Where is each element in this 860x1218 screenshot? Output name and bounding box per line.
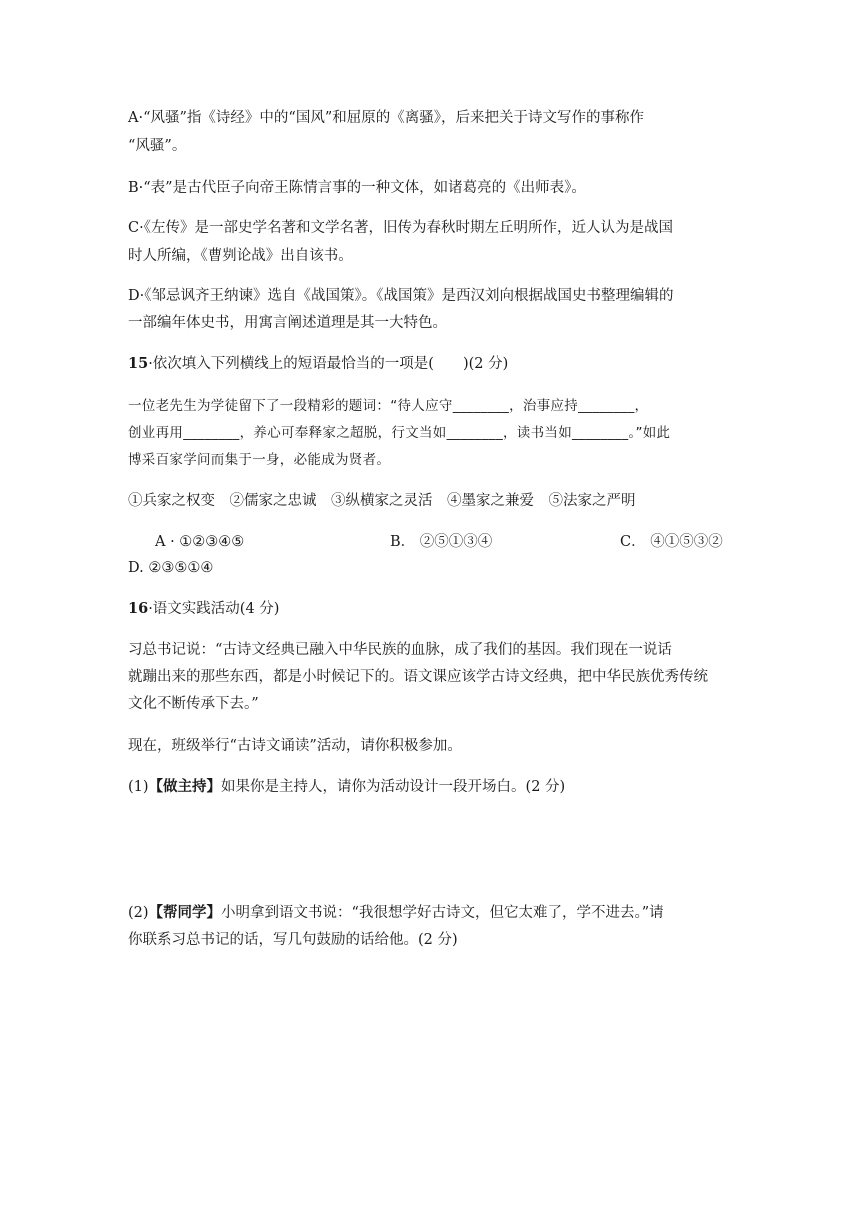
q14-option-a-line1: A·“风骚”指《诗经》中的“国风”和屈原的《离骚》，后来把关于诗文写作的事称作 xyxy=(128,110,644,126)
q15-option-b: B． ②⑤①③④ xyxy=(390,534,493,550)
q16-part1-text: 如果你是主持人，请你为活动设计一段开场白。(2 分) xyxy=(221,779,566,795)
q16-part1-answer-area[interactable] xyxy=(128,805,738,895)
q15-option-a: A · ①②③④⑤ xyxy=(155,534,245,550)
q15-passage-line3: 博采百家学问而集于一身，必能成为贤者。 xyxy=(128,452,391,468)
q16-quote-line1: 习总书记说：“古诗文经典已融入中华民族的血脉，成了我们的基因。我们现在一说话 xyxy=(128,642,672,658)
q15-stem xyxy=(128,354,738,374)
q16-stem xyxy=(128,599,738,619)
q16-stem-text: ·语文实践活动(4 分) xyxy=(148,601,280,617)
q16-part2-line2: 你联系习总书记的话，写几句鼓励的话给他。(2 分) xyxy=(128,932,458,948)
q15-number: 15 xyxy=(128,355,149,372)
q15-option-c: C． ④①⑤③② xyxy=(620,534,723,550)
q16-part1-number: (1) xyxy=(128,779,149,795)
q16-intro: 现在，班级举行“古诗文诵读”活动，请你积极参加。 xyxy=(128,738,462,754)
q16-part2-answer-area[interactable] xyxy=(128,960,738,1160)
q16-part2-number: (2) xyxy=(128,905,149,921)
q14-option-c-line2: 时人所编，《曹刿论战》出自该书。 xyxy=(128,248,353,264)
q15-phrases: ①兵家之权变 ②儒家之忠诚 ③纵横家之灵活 ④墨家之兼爱 ⑤法家之严明 xyxy=(128,493,636,509)
q16-quote-line2: 就蹦出来的那些东西，都是小时候记下的。语文课应该学古诗文经典，把中华民族优秀传统 xyxy=(128,669,708,685)
q16-part2-text: 小明拿到语文书说：“我很想学好古诗文，但它太难了，学不进去。”请 xyxy=(221,905,664,921)
q14-option-b: B·“表”是古代臣子向帝王陈情言事的一种文体，如诸葛亮的《出师表》。 xyxy=(128,180,586,196)
q16-number: 16 xyxy=(128,600,149,617)
q14-option-d-line2: 一部编年体史书，用寓言阐述道理是其一大特色。 xyxy=(128,315,447,331)
q15-passage-line2: 创业再用________，养心可奉释家之超脱，行文当如________，读书当如________。”如此 xyxy=(128,425,671,441)
q15-passage-line1: 一位老先生为学徒留下了一段精彩的题词：“待人应守________，治事应持________， xyxy=(128,398,649,414)
q15-option-d: D. ②③⑤①④ xyxy=(128,560,214,576)
q16-part1-tag: 【做主持】 xyxy=(148,778,222,795)
q14-option-a-line2: “风骚”。 xyxy=(128,138,187,154)
q16-part2-tag: 【帮同学】 xyxy=(148,904,222,921)
q15-stem-text: ·依次填入下列横线上的短语最恰当的一项是( )(2 分) xyxy=(148,356,509,372)
q16-part1 xyxy=(128,777,738,797)
q16-part2-line1 xyxy=(128,903,738,923)
q16-quote-line3: 文化不断传承下去。” xyxy=(128,696,259,712)
q14-option-d-line1: D·《邹忌讽齐王纳谏》选自《战国策》。《战国策》是西汉刘向根据战国史书整理编辑的 xyxy=(128,288,674,304)
q14-option-c-line1: C·《左传》是一部史学名著和文学名著，旧传为春秋时期左丘明所作，近人认为是战国 xyxy=(128,220,673,236)
